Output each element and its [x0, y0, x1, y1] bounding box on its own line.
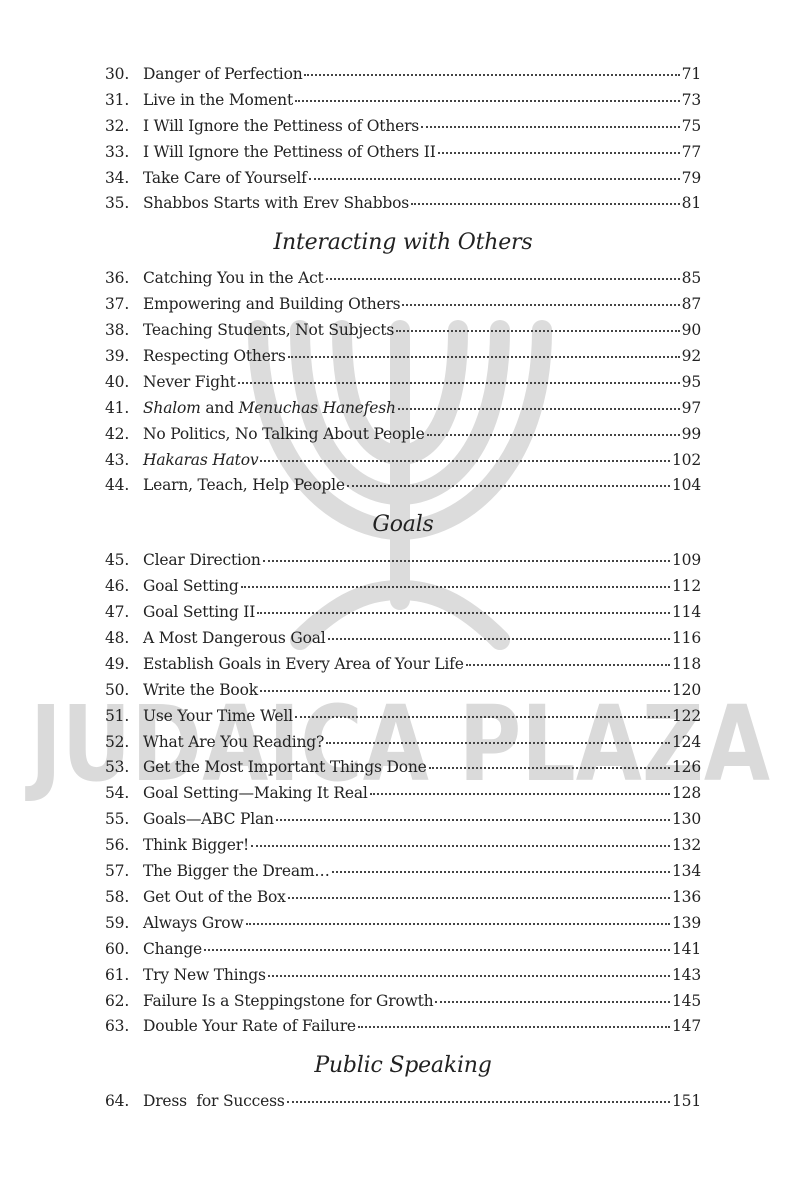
entry-title: Learn, Teach, Help People	[143, 476, 345, 495]
toc-entry	[105, 473, 701, 499]
entry-title: I Will Ignore the Pettiness of Others	[143, 116, 420, 135]
entry-page-number: 99	[681, 424, 701, 443]
entry-title: Live in the Moment	[143, 90, 293, 109]
entry-page-number: 75	[681, 116, 701, 135]
dot-leader	[257, 612, 670, 614]
entry-title: Teaching Students, Not Subjects	[143, 321, 395, 340]
toc-entry	[105, 911, 701, 937]
dot-leader	[260, 690, 670, 692]
toc-entry	[105, 833, 701, 859]
entry-page-number: 126	[672, 758, 701, 777]
entry-title-part: and	[200, 398, 239, 417]
entry-page-number: 143	[672, 965, 701, 984]
dot-leader	[398, 408, 680, 410]
entry-page-number: 147	[672, 1017, 701, 1036]
entry-number: 43.	[105, 450, 130, 469]
entry-number: 49.	[105, 654, 130, 673]
entry-number: 61.	[105, 965, 130, 984]
entry-title: I Will Ignore the Pettiness of Others II	[143, 142, 436, 161]
entry-title: No Politics, No Talking About People	[143, 424, 425, 443]
entry-title-part: Shalom	[143, 398, 201, 417]
dot-leader	[295, 716, 670, 718]
entry-number: 44.	[105, 476, 130, 495]
entry-page-number: 141	[672, 939, 701, 958]
entry-page-number: 85	[681, 269, 701, 288]
entry-title: The Bigger the Dream…	[143, 862, 330, 881]
entry-number: 54.	[105, 784, 130, 803]
entry-title	[143, 448, 258, 474]
entry-number: 42.	[105, 424, 130, 443]
entry-title: Failure Is a Steppingstone for Growth	[143, 991, 434, 1010]
entry-number: 37.	[105, 295, 130, 314]
toc-entry	[105, 1014, 701, 1040]
entry-page-number: 124	[672, 732, 701, 751]
entry-page-number: 95	[681, 372, 701, 391]
entry-title: Write the Book	[143, 680, 258, 699]
entry-number: 50.	[105, 680, 130, 699]
entry-page-number: 109	[672, 551, 701, 570]
entry-number: 46.	[105, 577, 130, 596]
entry-page-number: 71	[681, 65, 701, 83]
toc-entry	[105, 885, 701, 911]
dot-leader	[411, 203, 680, 205]
entry-title: Always Grow	[143, 913, 244, 932]
entry-title: Use Your Time Well	[143, 706, 293, 725]
dot-leader	[276, 819, 670, 821]
toc-entry	[105, 318, 701, 344]
toc-entry	[105, 755, 701, 781]
toc-entry	[105, 370, 701, 396]
entry-page-number: 145	[672, 991, 701, 1010]
entry-number: 45.	[105, 551, 130, 570]
toc-entry	[105, 448, 701, 474]
entry-number: 59.	[105, 913, 130, 932]
dot-leader	[396, 330, 680, 332]
toc-entry	[105, 678, 701, 704]
toc-entry	[105, 344, 701, 370]
toc-entry	[105, 266, 701, 292]
entry-page-number: 73	[681, 90, 701, 109]
dot-leader	[358, 1026, 670, 1028]
dot-leader	[251, 845, 670, 847]
entry-number: 34.	[105, 168, 130, 187]
entry-title: Dress for Success	[143, 1092, 285, 1111]
toc-entry	[105, 140, 701, 166]
toc-entry	[105, 1089, 701, 1115]
dot-leader	[328, 638, 671, 640]
dot-leader	[466, 664, 670, 666]
dot-leader	[268, 975, 670, 977]
entry-number: 38.	[105, 321, 130, 340]
entry-title: Get Out of the Box	[143, 887, 286, 906]
entry-number: 48.	[105, 629, 130, 648]
dot-leader	[326, 278, 680, 280]
toc-entry	[105, 574, 701, 600]
entry-number: 41.	[105, 398, 130, 417]
entry-number: 60.	[105, 939, 130, 958]
entry-number: 32.	[105, 116, 130, 135]
entry-page-number: 87	[681, 295, 701, 314]
entry-page-number: 92	[681, 347, 701, 366]
toc-entry	[105, 989, 701, 1015]
dot-leader	[295, 100, 680, 102]
entry-title: What Are You Reading?	[143, 732, 325, 751]
dot-leader	[260, 460, 670, 462]
toc-entry	[105, 88, 701, 114]
dot-leader	[402, 304, 679, 306]
dot-leader	[370, 793, 670, 795]
toc-entry	[105, 807, 701, 833]
entry-title: Goal Setting—Making It Real	[143, 784, 368, 803]
entry-page-number: 97	[681, 398, 701, 417]
entry-number: 40.	[105, 372, 130, 391]
toc-entry	[105, 600, 701, 626]
toc-entry	[105, 166, 701, 192]
entry-title: Shabbos Starts with Erev Shabbos	[143, 194, 410, 213]
table-of-contents	[105, 62, 701, 1115]
dot-leader	[427, 434, 680, 436]
entry-page-number: 79	[681, 168, 701, 187]
dot-leader	[241, 586, 670, 588]
entry-page-number: 139	[672, 913, 701, 932]
entry-title-part: Hakaras Hatov	[143, 450, 259, 469]
entry-page-number: 128	[672, 784, 701, 803]
toc-entry	[105, 963, 701, 989]
entry-page-number: 104	[672, 476, 701, 495]
toc-entry	[105, 781, 701, 807]
entry-number: 31.	[105, 90, 130, 109]
entry-number: 55.	[105, 810, 130, 829]
entry-title: Respecting Others	[143, 347, 286, 366]
section-heading: Public Speaking	[314, 1053, 492, 1079]
toc-entry	[105, 859, 701, 885]
entry-page-number: 116	[672, 629, 701, 648]
toc-entry	[105, 114, 701, 140]
dot-leader	[429, 767, 670, 769]
entry-title: Empowering and Building Others	[143, 295, 401, 314]
entry-title: Goals—ABC Plan	[143, 810, 274, 829]
entry-page-number: 102	[672, 450, 701, 469]
dot-leader	[438, 152, 680, 154]
entry-number: 64.	[105, 1092, 130, 1111]
entry-title: Take Care of Yourself	[143, 168, 307, 187]
dot-leader	[347, 485, 670, 487]
toc-entry	[105, 626, 701, 652]
entry-number: 57.	[105, 862, 130, 881]
entry-page-number: 120	[672, 680, 701, 699]
entry-page-number: 151	[672, 1092, 701, 1111]
toc-entry	[105, 937, 701, 963]
entry-number: 53.	[105, 758, 130, 777]
dot-leader	[287, 1101, 670, 1103]
entry-page-number: 122	[672, 706, 701, 725]
toc-entry	[105, 548, 701, 574]
entry-number: 56.	[105, 836, 130, 855]
entry-title: Danger of Perfection	[143, 65, 303, 83]
entry-page-number: 132	[672, 836, 701, 855]
entry-number: 30.	[105, 65, 130, 83]
toc-entry	[105, 704, 701, 730]
entry-page-number: 118	[672, 654, 701, 673]
dot-leader	[204, 949, 670, 951]
toc-entry	[105, 191, 701, 217]
entry-title: Get the Most Important Things Done	[143, 758, 427, 777]
dot-leader	[263, 560, 670, 562]
dot-leader	[435, 1001, 670, 1003]
entry-number: 47.	[105, 603, 130, 622]
entry-number: 39.	[105, 347, 130, 366]
dot-leader	[288, 356, 680, 358]
entry-title: Think Bigger!	[143, 836, 249, 855]
dot-leader	[304, 74, 679, 76]
entry-page-number: 114	[672, 603, 701, 622]
entry-title: Catching You in the Act	[143, 269, 324, 288]
entry-number: 52.	[105, 732, 130, 751]
entry-number: 33.	[105, 142, 130, 161]
dot-leader	[288, 897, 670, 899]
entry-page-number: 130	[672, 810, 701, 829]
toc-entry	[105, 652, 701, 678]
entry-number: 63.	[105, 1017, 130, 1036]
entry-page-number: 77	[681, 142, 701, 161]
toc-entry	[105, 396, 701, 422]
section-heading: Interacting with Others	[273, 230, 533, 256]
entry-title: Change	[143, 939, 202, 958]
entry-number: 36.	[105, 269, 130, 288]
entry-title: Clear Direction	[143, 551, 261, 570]
entry-title: Goal Setting	[143, 577, 239, 596]
entry-page-number: 136	[672, 887, 701, 906]
entry-title: Never Fight	[143, 372, 236, 391]
toc-entry	[105, 730, 701, 756]
dot-leader	[332, 871, 670, 873]
dot-leader	[246, 923, 671, 925]
entry-title	[143, 396, 396, 422]
entry-title: Try New Things	[143, 965, 266, 984]
entry-page-number: 112	[672, 577, 701, 596]
section-heading: Goals	[372, 512, 434, 538]
entry-title-part: Menuchas Hanefesh	[238, 398, 396, 417]
entry-number: 35.	[105, 194, 130, 213]
dot-leader	[326, 742, 670, 744]
watermark-lettering: JUDAICA PLAZA	[25, 683, 770, 805]
entry-title: Double Your Rate of Failure	[143, 1017, 356, 1036]
dot-leader	[421, 126, 680, 128]
entry-number: 62.	[105, 991, 130, 1010]
entry-page-number: 81	[681, 194, 701, 213]
toc-entry	[105, 292, 701, 318]
toc-entry	[105, 62, 701, 88]
entry-number: 51.	[105, 706, 130, 725]
entry-title: A Most Dangerous Goal	[143, 629, 326, 648]
dot-leader	[238, 382, 680, 384]
entry-page-number: 90	[681, 321, 701, 340]
entry-title: Goal Setting II	[143, 603, 256, 622]
toc-entry	[105, 422, 701, 448]
entry-number: 58.	[105, 887, 130, 906]
dot-leader	[309, 178, 680, 180]
entry-page-number: 134	[672, 862, 701, 881]
entry-title: Establish Goals in Every Area of Your Life	[143, 654, 464, 673]
